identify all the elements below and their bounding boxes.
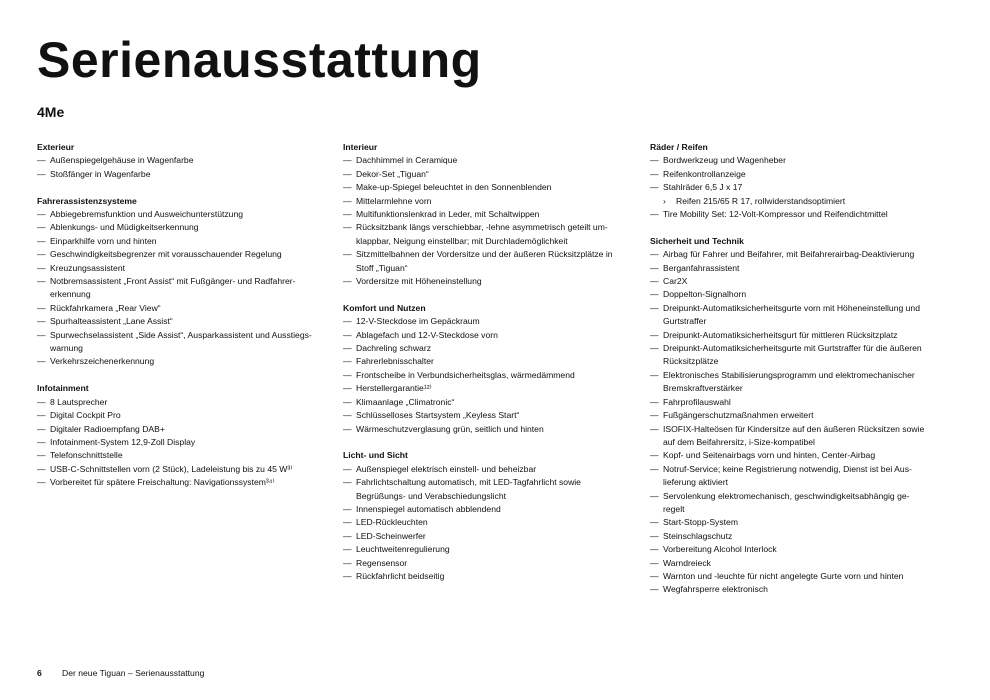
feature-subitem: › Reifen 215/65 R 17, rollwiderstandsoptimiert <box>650 195 950 208</box>
section-heading: Fahrerassistenzsysteme <box>37 195 137 206</box>
feature-item: — 8 Lautsprecher <box>37 396 337 409</box>
feature-item: — Make-up-Spiegel beleuchtet in den Sonnenblenden <box>343 181 643 194</box>
feature-item: Rücksitzplätze <box>663 356 719 367</box>
feature-section <box>650 235 950 597</box>
feature-item: — Steinschlagschutz <box>650 530 950 543</box>
feature-item: — Frontscheibe in Verbundsicherheitsglas, wärmedämmend <box>343 369 643 382</box>
feature-item: — Schlüsselloses Startsystem „Keyless Start“ <box>343 409 643 422</box>
feature-item: — Herstellergarantie¹²⁾ <box>343 382 643 395</box>
footer-text: Der neue Tiguan – Serienausstattung <box>62 668 205 678</box>
feature-item: lieferung aktiviert <box>663 477 728 488</box>
feature-item: warnung <box>50 343 83 354</box>
feature-list <box>343 315 643 436</box>
feature-item: — Spurwechselassistent „Side Assist“, Ausparkassistent und Ausstiegs- <box>37 329 337 342</box>
feature-item: — Innenspiegel automatisch abblendend <box>343 503 643 516</box>
feature-section <box>37 195 337 369</box>
feature-item: — Außenspiegelgehäuse in Wagenfarbe <box>37 154 337 167</box>
feature-item: — Fahrlichtschaltung automatisch, mit LED-Tagfahrlicht sowie <box>343 476 643 489</box>
feature-item: — Ablenkungs- und Müdigkeitserkennung <box>37 221 337 234</box>
feature-item: — Verkehrszeichenerkennung <box>37 355 337 368</box>
feature-item: — Start-Stopp-System <box>650 516 950 529</box>
feature-item: regelt <box>663 503 685 514</box>
feature-item: — Vorbereitung Alcohol Interlock <box>650 543 950 556</box>
feature-list <box>37 208 337 369</box>
feature-item: — Dachhimmel in Ceramique <box>343 154 643 167</box>
feature-item: — Tire Mobility Set: 12-Volt-Kompressor und Reifendichtmittel <box>650 208 950 221</box>
feature-item: — Kreuzungsassistent <box>37 262 337 275</box>
footer <box>37 667 204 680</box>
feature-item: — Ablagefach und 12-V-Steckdose vorn <box>343 329 643 342</box>
feature-item: — Elektronisches Stabilisierungsprogramm und elektromechanischer <box>650 369 950 382</box>
feature-item: — Bordwerkzeug und Wagenheber <box>650 154 950 167</box>
page-number: 6 <box>37 668 42 678</box>
feature-item: — Telefonschnittstelle <box>37 449 337 462</box>
feature-item: — Vordersitze mit Höheneinstellung <box>343 275 643 288</box>
model-subtitle: 4Me <box>37 104 65 120</box>
feature-item: — Mittelarmlehne vorn <box>343 195 643 208</box>
feature-list <box>343 154 643 288</box>
section-heading: Interieur <box>343 142 378 152</box>
column-2 <box>343 141 643 597</box>
feature-item: — Kopf- und Seitenairbags vorn und hinten, Center-Airbag <box>650 449 950 462</box>
feature-item: — Sitzmittelbahnen der Vordersitze und der äußeren Rücksitzplätze in <box>343 248 643 261</box>
section-heading: Räder / Reifen <box>650 142 708 152</box>
feature-item: — Fahrprofilauswahl <box>650 396 950 409</box>
feature-item: — Vorbereitet für spätere Freischaltung: Navigationssystem³⁴⁾ <box>37 476 337 489</box>
feature-item: auf dem Beifahrersitz, i-Size-kompatibel <box>663 436 815 447</box>
feature-item: — LED-Scheinwerfer <box>343 530 643 543</box>
feature-item: — Digitaler Radioempfang DAB+ <box>37 423 337 436</box>
feature-list <box>650 248 950 597</box>
feature-section <box>37 382 337 489</box>
feature-section <box>343 141 643 288</box>
feature-list <box>343 463 643 584</box>
section-heading: Sicherheit und Technik <box>650 235 744 246</box>
feature-item: — Notbremsassistent „Front Assist“ mit Fußgänger- und Radfahrer- <box>37 275 337 288</box>
feature-item: Bremskraftverstärker <box>663 383 743 394</box>
feature-item: — Rücksitzbank längs verschiebbar, -lehne asymmetrisch geteilt um- <box>343 221 643 234</box>
feature-section <box>650 141 950 221</box>
feature-item: — Doppelton-Signalhorn <box>650 288 950 301</box>
feature-list <box>650 154 950 221</box>
feature-item: — Warndreieck <box>650 557 950 570</box>
feature-item: — Außenspiegel elektrisch einstell- und beheizbar <box>343 463 643 476</box>
feature-item: erkennung <box>50 289 91 300</box>
feature-item: — Car2X <box>650 275 950 288</box>
feature-item: — Wegfahrsperre elektronisch <box>650 583 950 596</box>
feature-item: — Leuchtweitenregulierung <box>343 543 643 556</box>
column-1 <box>37 141 337 503</box>
section-heading: Licht- und Sicht <box>343 450 408 461</box>
feature-item: — Multifunktionslenkrad in Leder, mit Schaltwippen <box>343 208 643 221</box>
feature-item: — Geschwindigkeitsbegrenzer mit vorausschauender Regelung <box>37 248 337 261</box>
feature-item: — Spurhalteassistent „Lane Assist“ <box>37 315 337 328</box>
page-title: Serienausstattung <box>37 32 482 88</box>
feature-section <box>343 302 643 436</box>
feature-item: Begrüßungs- und Verabschiedungslicht <box>356 490 507 501</box>
feature-section <box>343 449 643 583</box>
feature-item: — USB-C-Schnittstellen vorn (2 Stück), Ladeleistung bis zu 45 W³⁾ <box>37 463 337 476</box>
feature-item: — Dreipunkt-Automatiksicherheitsgurt für mittleren Rücksitzplatz <box>650 329 950 342</box>
section-heading: Infotainment <box>37 383 89 394</box>
feature-item: — Einparkhilfe vorn und hinten <box>37 235 337 248</box>
feature-item: — Dreipunkt-Automatiksicherheitsgurte mit Gurtstraffer für die äußeren <box>650 342 950 355</box>
feature-item: — 12-V-Steckdose im Gepäckraum <box>343 315 643 328</box>
column-3 <box>650 141 950 610</box>
feature-item: — Abbiegebremsfunktion und Ausweichunterstützung <box>37 208 337 221</box>
feature-item: Gurtstraffer <box>663 316 707 327</box>
feature-item: — Servolenkung elektromechanisch, geschwindigkeitsabhängig ge- <box>650 490 950 503</box>
feature-item: — Stoßfänger in Wagenfarbe <box>37 168 337 181</box>
section-heading: Exterieur <box>37 142 75 152</box>
feature-item: — Rückfahrkamera „Rear View“ <box>37 302 337 315</box>
feature-item: — Regensensor <box>343 557 643 570</box>
feature-item: — Rückfahrlicht beidseitig <box>343 570 643 583</box>
feature-item: — Berganfahrassistent <box>650 262 950 275</box>
feature-item: — LED-Rückleuchten <box>343 516 643 529</box>
feature-item: — Warnton und -leuchte für nicht angelegte Gurte vorn und hinten <box>650 570 950 583</box>
feature-item: — Dachreling schwarz <box>343 342 643 355</box>
feature-item: — Dreipunkt-Automatiksicherheitsgurte vorn mit Höheneinstellung und <box>650 302 950 315</box>
feature-item: — Klimaanlage „Climatronic“ <box>343 396 643 409</box>
feature-item: — Notruf-Service; keine Registrierung notwendig, Dienst ist bei Aus- <box>650 463 950 476</box>
feature-item: klappbar, Neigung einstellbar; mit Durchlademöglichkeit <box>356 235 568 246</box>
feature-item: — Digital Cockpit Pro <box>37 409 337 422</box>
feature-item: — Dekor-Set „Tiguan“ <box>343 168 643 181</box>
feature-list <box>37 396 337 490</box>
feature-section <box>37 141 337 181</box>
feature-item: — Wärmeschutzverglasung grün, seitlich und hinten <box>343 423 643 436</box>
feature-item: — Fußgängerschutzmaßnahmen erweitert <box>650 409 950 422</box>
section-heading: Komfort und Nutzen <box>343 302 426 313</box>
feature-item: — Stahlräder 6,5 J x 17 <box>650 181 950 194</box>
feature-item: — Airbag für Fahrer und Beifahrer, mit Beifahrerairbag-Deaktivierung <box>650 248 950 261</box>
feature-item: — Infotainment-System 12,9-Zoll Display <box>37 436 337 449</box>
feature-item: — Reifenkontrollanzeige <box>650 168 950 181</box>
feature-item: — Fahrerlebnisschalter <box>343 355 643 368</box>
feature-list <box>37 154 337 181</box>
feature-item: Stoff „Tiguan“ <box>356 262 408 273</box>
feature-item: — ISOFIX-Halteösen für Kindersitze auf den äußeren Rücksitzen sowie <box>650 423 950 436</box>
